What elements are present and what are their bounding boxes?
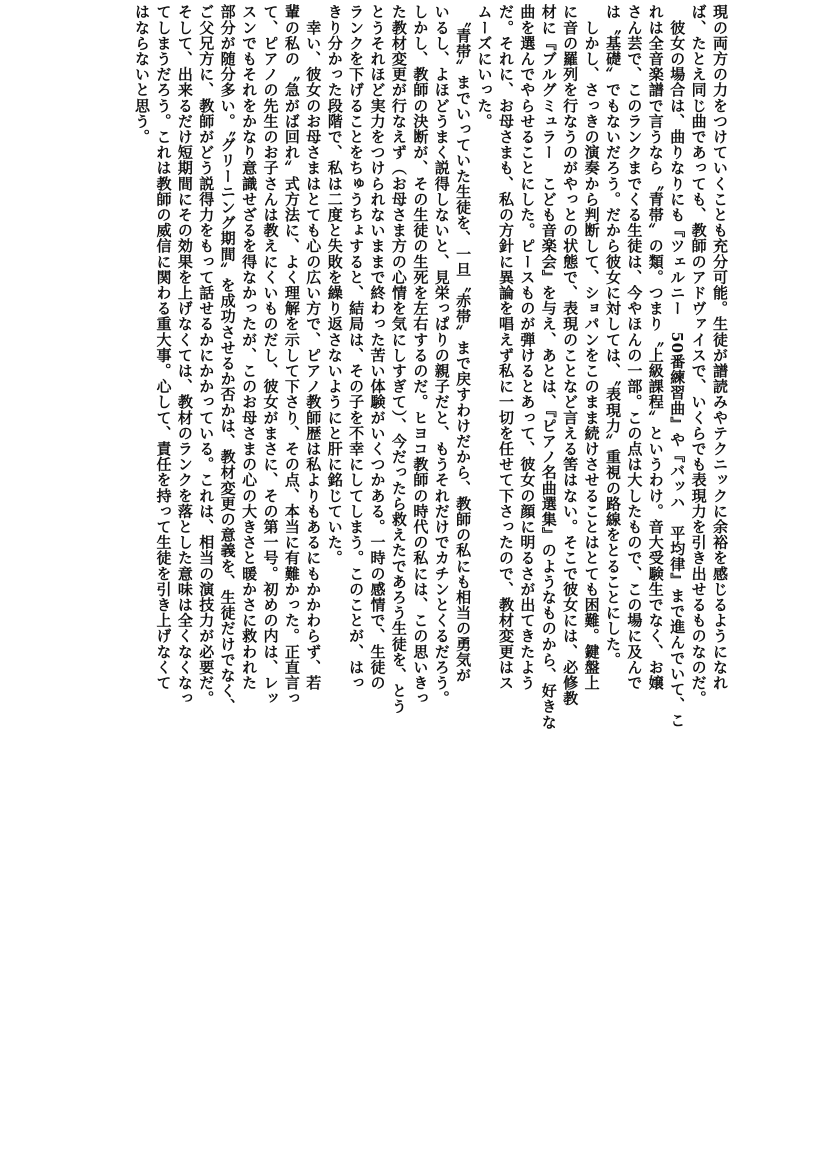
text-column: しかし、教師の決断が、その生徒の生死を左右するのだ。ヒヨコ教師の時代の私には、この思いきっ — [411, 4, 430, 706]
text-column: スンでもそれをかなり意識せざるを得なかったが、このお母さまの心の大きさと暖かさに救われた — [240, 4, 259, 691]
text-column: しかし、さっきの演奏から判断して、ショパンをこのまま続けさせることはとても困難。鍵盤上 — [582, 4, 601, 691]
text-column: 〝青帯〟までいっていた生徒を、一旦〝赤帯〟まで戻すわけだから、教師の私にも相当の勇気が — [454, 4, 473, 683]
text-column: とうそれほど実力をつけられないままで終わった苦い体験がいくつかある。一時の感情で、生徒の — [368, 4, 387, 691]
text-column: そして、出来るだけ短期間にその効果を上げなくては、教材のランクを落とした意味は全くなくなっ — [175, 4, 194, 706]
text-column: 幸い、彼女のお母さまはとても心の広い方で、ピアノ教師歴は私よりもあるにもかかわらず、若 — [304, 4, 323, 691]
text-column: に音の羅列を行なうのがやっとの状態で、表現のことなど言える筈はない。そこで彼女には、必修教 — [561, 4, 580, 706]
text-column: 材に『ブルグミュラー こども音楽会』を与え、あとは、『ピアノ名曲選集』のようなものから、好きな — [539, 4, 558, 730]
text-column: ご父兄方に、教師がどう説得力をもって話せるかにかかっている。これは、相当の演技力が必要だ。 — [197, 4, 216, 706]
text-column: ランクを下げることをちゅうちょすると、結局は、その子を不幸にしてしまう。このことが、はっ — [347, 4, 366, 691]
vertical-text-block — [131, 4, 730, 730]
text-column: だ。それに、お母さまも、私の方針に異論を唱えず私に一切を任せて下さったので、教材変更はス — [496, 4, 515, 691]
text-column: た教材変更が行なえず（お母さま方の心情を気にしすぎて）、今だったら救えたであろう生徒を、とう — [389, 4, 408, 715]
text-column: は〝基礎〟でもないだろう。だから彼女に対しては、〝表現力〟重視の路線をとることにした。 — [603, 4, 622, 668]
text-column: 彼女の場合は、曲りなりにも『ツェルニー 50番練習曲』や『バッハ 平均律』まで進んでいて、こ — [668, 4, 687, 729]
text-column: 輩の私の〝急がば回れ〟式方法に、よく理解を示して下さり、その点、本当に有難かった。正直言っ — [282, 4, 301, 706]
text-column: 部分が随分多い。〝グリーニング期間〟を成功させるか否かは、教材変更の意義を、生徒だけでなく、 — [218, 4, 237, 715]
text-column: きり分かった段階で、私は二度と失敗を繰り返さないようにと肝に銘じていた。 — [325, 4, 344, 566]
text-column: ば、たとえ同じ曲であっても、教師のアドヴァイスで、いくらでも表現力を引き出せるものなのだ。 — [689, 4, 708, 706]
text-column: ムーズにいった。 — [475, 4, 494, 129]
text-column: てしまうだろう。これは教師の威信に関わる重大事。心して、責任を持って生徒を引き上げなくて — [154, 4, 173, 691]
text-column: はならないと思う。 — [133, 4, 152, 145]
text-column: いるし、よほどうまく説得しないと、見栄っぱりの親子だと、もうそれだけでカチンとくるだろう。 — [432, 4, 451, 706]
text-column: 現の両方の力をつけていくことも充分可能。生徒が譜読みやテクニックに余裕を感じるようになれ — [711, 4, 729, 691]
text-column: 曲を選んでやらせることにした。ピースものが弾けるとあって、彼女の顔に明るさが出てきたよう — [518, 4, 537, 691]
text-column: て、ピアノの先生のお子さんは教えにくいものだし、彼女がまさに、その第一号。初めの内は、レッ — [261, 4, 280, 706]
text-column: れは全音楽譜で言うなら〝青帯〟の類。つまり〝上級課程〟というわけ。音大受験生でなく、お嬢 — [646, 4, 665, 691]
text-column: さん芸で、このランクまでくる生徒は、今やほんの一部。この点は大したもので、この場に及んで — [625, 4, 644, 691]
